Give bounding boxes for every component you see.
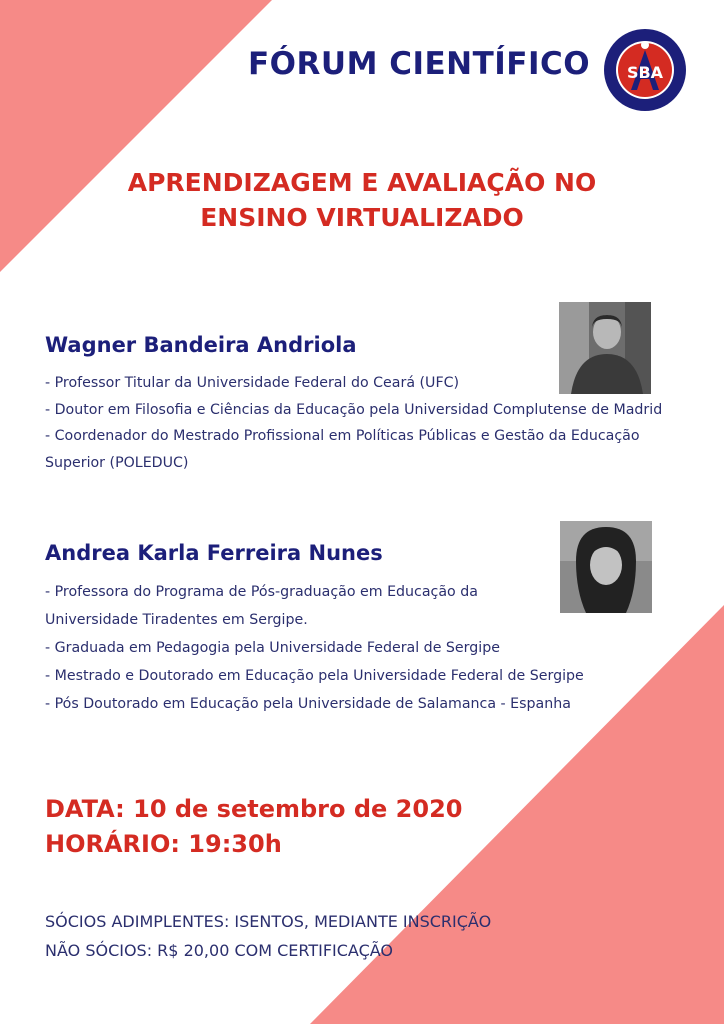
bio-line: - Coordenador do Mestrado Profissional em Políticas Públicas e Gestão da Educação: [45, 428, 640, 444]
bio-line: - Mestrado e Doutorado em Educação pela Universidade Federal de Sergipe: [45, 668, 584, 684]
bio-line: - Pós Doutorado em Educação pela Universidade de Salamanca - Espanha: [45, 696, 571, 712]
fee-members: SÓCIOS ADIMPLENTES: ISENTOS, MEDIANTE INSCRIÇÃO: [45, 912, 492, 931]
speaker-2-name: Andrea Karla Ferreira Nunes: [45, 541, 383, 565]
event-date: DATA: 10 de setembro de 2020: [45, 795, 463, 823]
bio-line: - Graduada em Pedagogia pela Universidade Federal de Sergipe: [45, 640, 500, 656]
speaker-1-name: Wagner Bandeira Andriola: [45, 333, 357, 357]
sba-logo: [603, 28, 687, 112]
bio-line: - Doutor em Filosofia e Ciências da Educação pela Universidad Complutense de Madrid: [45, 401, 663, 418]
subtitle-line-1: APRENDIZAGEM E AVALIAÇÃO NO: [127, 168, 597, 197]
bio-line: Universidade Tiradentes em Sergipe.: [45, 612, 308, 628]
speaker-1-bio: [45, 370, 662, 476]
event-subtitle: [62, 165, 662, 235]
fee-non-members: NÃO SÓCIOS: R$ 20,00 COM CERTIFICAÇÃO: [45, 941, 394, 960]
event-time: HORÁRIO: 19:30h: [45, 830, 282, 858]
bio-line: - Professora do Programa de Pós-graduação em Educação da: [45, 584, 478, 600]
bio-line: - Professor Titular da Universidade Federal do Ceará (UFC): [45, 375, 460, 391]
logo-letters: SBA: [626, 63, 664, 82]
subtitle-line-2: ENSINO VIRTUALIZADO: [200, 203, 524, 232]
page-title: FÓRUM CIENTÍFICO: [248, 46, 591, 82]
bio-line: Superior (POLEDUC): [45, 454, 189, 471]
speaker-2-bio: [45, 578, 584, 718]
